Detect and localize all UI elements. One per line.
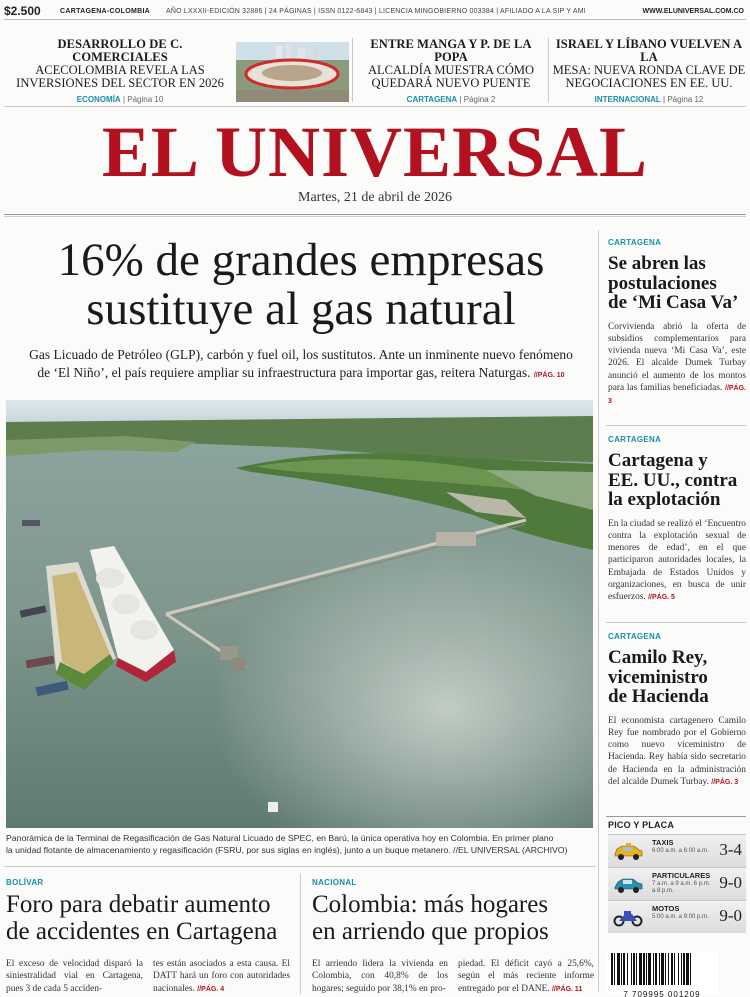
edition-metadata: AÑO LXXXII-EDICIÓN 32886 | 24 PÁGINAS | ISSN 0122-6843 | LICENCIA MINGOBIERNO 003384 | AFILIADO A LA SIP Y AMI bbox=[166, 8, 586, 15]
story-body-col: El exceso de velocidad disparó la siniestralidad vial en Cartagena, pues 3 de cada 5 acciden- bbox=[6, 959, 143, 994]
vehicle-type: MOTOS bbox=[652, 904, 680, 913]
masthead-logo: EL UNIVERSAL bbox=[101, 112, 649, 192]
barcode-bar bbox=[686, 953, 689, 985]
lead-headline-line: 16% de grandes empresas bbox=[57, 234, 545, 286]
section-label: CARTAGENA bbox=[608, 632, 662, 641]
headline-line: viceministro bbox=[608, 666, 708, 688]
sidebar-story-mi-casa-va[interactable] bbox=[608, 238, 746, 409]
barcode-bar bbox=[643, 953, 645, 985]
restricted-digits: 9-0 bbox=[719, 906, 742, 925]
restricted-digits: 9-0 bbox=[719, 873, 742, 892]
teaser-title-line: ALCALDÍA MUESTRA CÓMO bbox=[368, 63, 534, 77]
page-reference[interactable]: //PÁG. 4 bbox=[197, 985, 225, 993]
pico-y-placa-box bbox=[608, 820, 746, 925]
divider bbox=[4, 866, 596, 867]
headline-line: de Hacienda bbox=[608, 686, 709, 707]
section-label: CARTAGENA bbox=[608, 238, 662, 247]
barcode-bar bbox=[661, 953, 664, 985]
lead-photo-gas-terminal bbox=[6, 400, 593, 828]
divider bbox=[606, 622, 746, 623]
headline-line: en arriendo que propios bbox=[312, 918, 549, 945]
barcode-bar bbox=[611, 953, 613, 985]
caption-line: Panorámica de la Terminal de Regasificación de Gas Natural Licuado de SPEC, en Barú, la única operativa hoy en Colombia. En primer plano bbox=[6, 833, 554, 843]
barcode-bar bbox=[639, 953, 642, 985]
barcode-bar bbox=[655, 953, 657, 985]
story-headline bbox=[6, 891, 296, 945]
issue-date: Martes, 21 de abril de 2026 bbox=[298, 190, 452, 205]
column-divider bbox=[300, 874, 301, 994]
barcode-bar bbox=[681, 953, 682, 985]
barcode-bar bbox=[671, 953, 673, 985]
headline-line: de ‘Mi Casa Va’ bbox=[608, 292, 739, 313]
stadium-photo bbox=[236, 42, 349, 102]
teaser-kicker: ISRAEL Y LÍBANO VUELVEN A LA bbox=[555, 37, 743, 64]
headline-line: la explotación bbox=[608, 489, 721, 510]
pico-y-placa-row-particulares bbox=[608, 867, 746, 900]
top-info-bar bbox=[4, 3, 746, 20]
story-headline bbox=[312, 891, 596, 945]
divider bbox=[4, 216, 746, 217]
barcode-bar bbox=[636, 953, 637, 985]
restriction-hours: 6:00 a.m. a 6:00 a.m. bbox=[652, 848, 709, 854]
cover-price: $2.500 bbox=[4, 4, 41, 18]
story-body-text: tes están asociados a esta causa. El DATT hará un foro con autoridades nacionales. bbox=[153, 959, 290, 994]
barcode-bar bbox=[633, 953, 635, 985]
page-reference[interactable]: //PÁG. 3 bbox=[711, 778, 739, 786]
teaser-cartagena[interactable] bbox=[356, 38, 546, 104]
photo-caption bbox=[6, 832, 593, 856]
teaser-title-line: ACECOLOMBIA REVELA LAS bbox=[35, 63, 205, 77]
section-label: NACIONAL bbox=[312, 878, 357, 887]
headline-line: postulaciones bbox=[608, 272, 717, 294]
teaser-page: | Página 12 bbox=[663, 95, 704, 104]
headline-line: Camilo Rey, bbox=[608, 647, 708, 668]
story-body-col bbox=[458, 958, 594, 996]
lead-deck bbox=[6, 346, 596, 385]
headline-line: Cartagena y bbox=[608, 450, 708, 471]
pico-y-placa-title: PICO Y PLACA bbox=[608, 820, 675, 830]
barcode-bar bbox=[648, 953, 651, 985]
barcode-bar bbox=[653, 953, 654, 985]
lead-deck-line: de ‘El Niño’, el país requiere ampliar su infraestructura para importar gas, reitera Naturgas. bbox=[37, 365, 531, 380]
barcode-bar bbox=[617, 953, 620, 985]
page-reference[interactable]: //PÁG. 10 bbox=[533, 372, 565, 379]
edition-city: CARTAGENA-COLOMBIA bbox=[60, 8, 151, 15]
taxi-icon bbox=[612, 841, 644, 861]
headline-line: de accidentes en Cartagena bbox=[6, 918, 278, 945]
website-link[interactable]: WWW.ELUNIVERSAL.COM.CO bbox=[642, 8, 744, 15]
restriction-hours: 5:00 a.m. a 9:00 p.m. bbox=[652, 914, 709, 920]
page-reference[interactable]: //PÁG. 5 bbox=[648, 594, 675, 602]
headline-line: Colombia: más hogares bbox=[312, 891, 549, 918]
bottom-story-nacional[interactable] bbox=[312, 878, 596, 994]
barcode-bar bbox=[683, 953, 685, 985]
restricted-digits: 3-4 bbox=[719, 840, 742, 859]
car-icon bbox=[612, 874, 644, 894]
barcode-bar bbox=[659, 953, 660, 985]
teaser-section: ECONOMÍA bbox=[76, 95, 121, 104]
page-reference[interactable]: //PÁG. 3 bbox=[608, 384, 747, 406]
lead-deck-line: Gas Licuado de Petróleo (GLP), carbón y fuel oil, los sustitutos. Ante un inminente nuevo fenómeno bbox=[29, 347, 573, 362]
barcode-graphic bbox=[607, 952, 717, 986]
teaser-economia[interactable] bbox=[10, 38, 230, 104]
barcode-bar bbox=[665, 953, 666, 985]
story-body-text: piedad. El déficit cayó a 25,6%, según el más reciente informe entregado por el DANE. bbox=[458, 959, 594, 994]
barcode-bar bbox=[668, 953, 669, 985]
teaser-internacional[interactable] bbox=[552, 38, 746, 104]
barcode-bar bbox=[674, 953, 675, 985]
teaser-section: INTERNACIONAL bbox=[594, 95, 661, 104]
barcode-bar bbox=[623, 953, 625, 985]
barcode bbox=[607, 952, 717, 995]
sidebar-story-camilo-rey[interactable] bbox=[608, 632, 746, 789]
pico-y-placa-row-taxis bbox=[608, 834, 746, 867]
lead-headline[interactable] bbox=[6, 236, 596, 334]
teaser-divider bbox=[352, 38, 353, 102]
barcode-bar bbox=[678, 953, 679, 985]
barcode-bar bbox=[631, 953, 632, 985]
teaser-title-line: QUEDARÁ NUEVO PUENTE bbox=[371, 76, 531, 90]
story-body-col: El arriendo lidera la vivienda en Colombia, con 40,8% de los hogares; seguido por 38,1% en pro- bbox=[312, 959, 448, 994]
teaser-kicker: ENTRE MANGA Y P. DE LA POPA bbox=[370, 37, 532, 64]
barcode-bar bbox=[614, 953, 615, 985]
caption-line: la unidad flotante de almacenamiento y regasificación (FSRU, por sus siglas en inglés), junto a un buque metanero. //EL UNIVERSAL (ARCHIVO) bbox=[6, 845, 568, 855]
divider bbox=[4, 106, 746, 107]
teaser-title-line: NEGOCIACIONES EN EE. UU. bbox=[565, 76, 733, 90]
teaser-kicker: DESARROLLO DE C. COMERCIALES bbox=[57, 37, 183, 64]
story-body: Corvivienda abrió la oferta de subsidios complementarios para vivienda nueva ‘Mi Casa Va’, este 2026. El alcalde Dumek Turbay anunció el aumento de los montos para las familias beneficiadas. bbox=[608, 321, 746, 393]
story-body-col bbox=[153, 958, 290, 996]
vehicle-type: TAXIS bbox=[652, 838, 674, 847]
bottom-story-bolivar[interactable] bbox=[6, 878, 296, 994]
teaser-section: CARTAGENA bbox=[406, 95, 458, 104]
sidebar-story-explotacion[interactable] bbox=[608, 435, 746, 605]
restriction-hours: 7 a.m. a 9 a.m. 6 p.m. a 8 p.m. bbox=[652, 881, 711, 894]
divider bbox=[4, 214, 746, 215]
column-divider bbox=[598, 230, 599, 992]
teaser-title-line: INVERSIONES DEL SECTOR EN 2026 bbox=[16, 76, 224, 90]
barcode-bar bbox=[690, 953, 691, 985]
pico-y-placa-row-motos bbox=[608, 900, 746, 933]
headline-line: Se abren las bbox=[608, 253, 706, 274]
page-reference[interactable]: //PÁG. 11 bbox=[551, 985, 583, 993]
teaser-page: | Página 2 bbox=[459, 95, 496, 104]
vehicle-type: PARTICULARES bbox=[652, 871, 711, 880]
section-label: CARTAGENA bbox=[608, 435, 662, 444]
story-headline bbox=[608, 451, 746, 510]
barcode-bar bbox=[627, 953, 628, 985]
headline-line: EE. UU., contra bbox=[608, 469, 738, 491]
teaser-title-line: MESA: NUEVA RONDA CLAVE DE bbox=[552, 63, 746, 77]
story-body: El economista cartagenero Camilo Rey fue nombrado por el Gobierno como nuevo viceministro de Hacienda. Rey había sido secretario de Hacienda en la administración del alcalde Dumek Turbay. bbox=[608, 715, 746, 787]
teaser-divider bbox=[548, 38, 549, 102]
story-headline bbox=[608, 648, 746, 707]
barcode-number: 7 709995 001209 bbox=[623, 990, 701, 997]
story-headline bbox=[608, 254, 746, 313]
divider bbox=[606, 425, 746, 426]
motorcycle-icon bbox=[612, 907, 644, 927]
section-label: BOLÍVAR bbox=[6, 878, 44, 887]
teaser-page: | Página 10 bbox=[122, 95, 164, 104]
barcode-bar bbox=[621, 953, 622, 985]
story-body: En la ciudad se realizó el ‘Encuentro contra la explotación sexual de menores de edad’, en el que participaron autoridades locales, la Embajada de Estados Unidos y organizaciones, en busca de unir esfuerzos. bbox=[608, 518, 746, 603]
divider bbox=[606, 816, 746, 817]
lead-headline-line: sustituye al gas natural bbox=[86, 283, 516, 335]
headline-line: Foro para debatir aumento bbox=[6, 891, 271, 918]
barcode-bar bbox=[646, 953, 647, 985]
